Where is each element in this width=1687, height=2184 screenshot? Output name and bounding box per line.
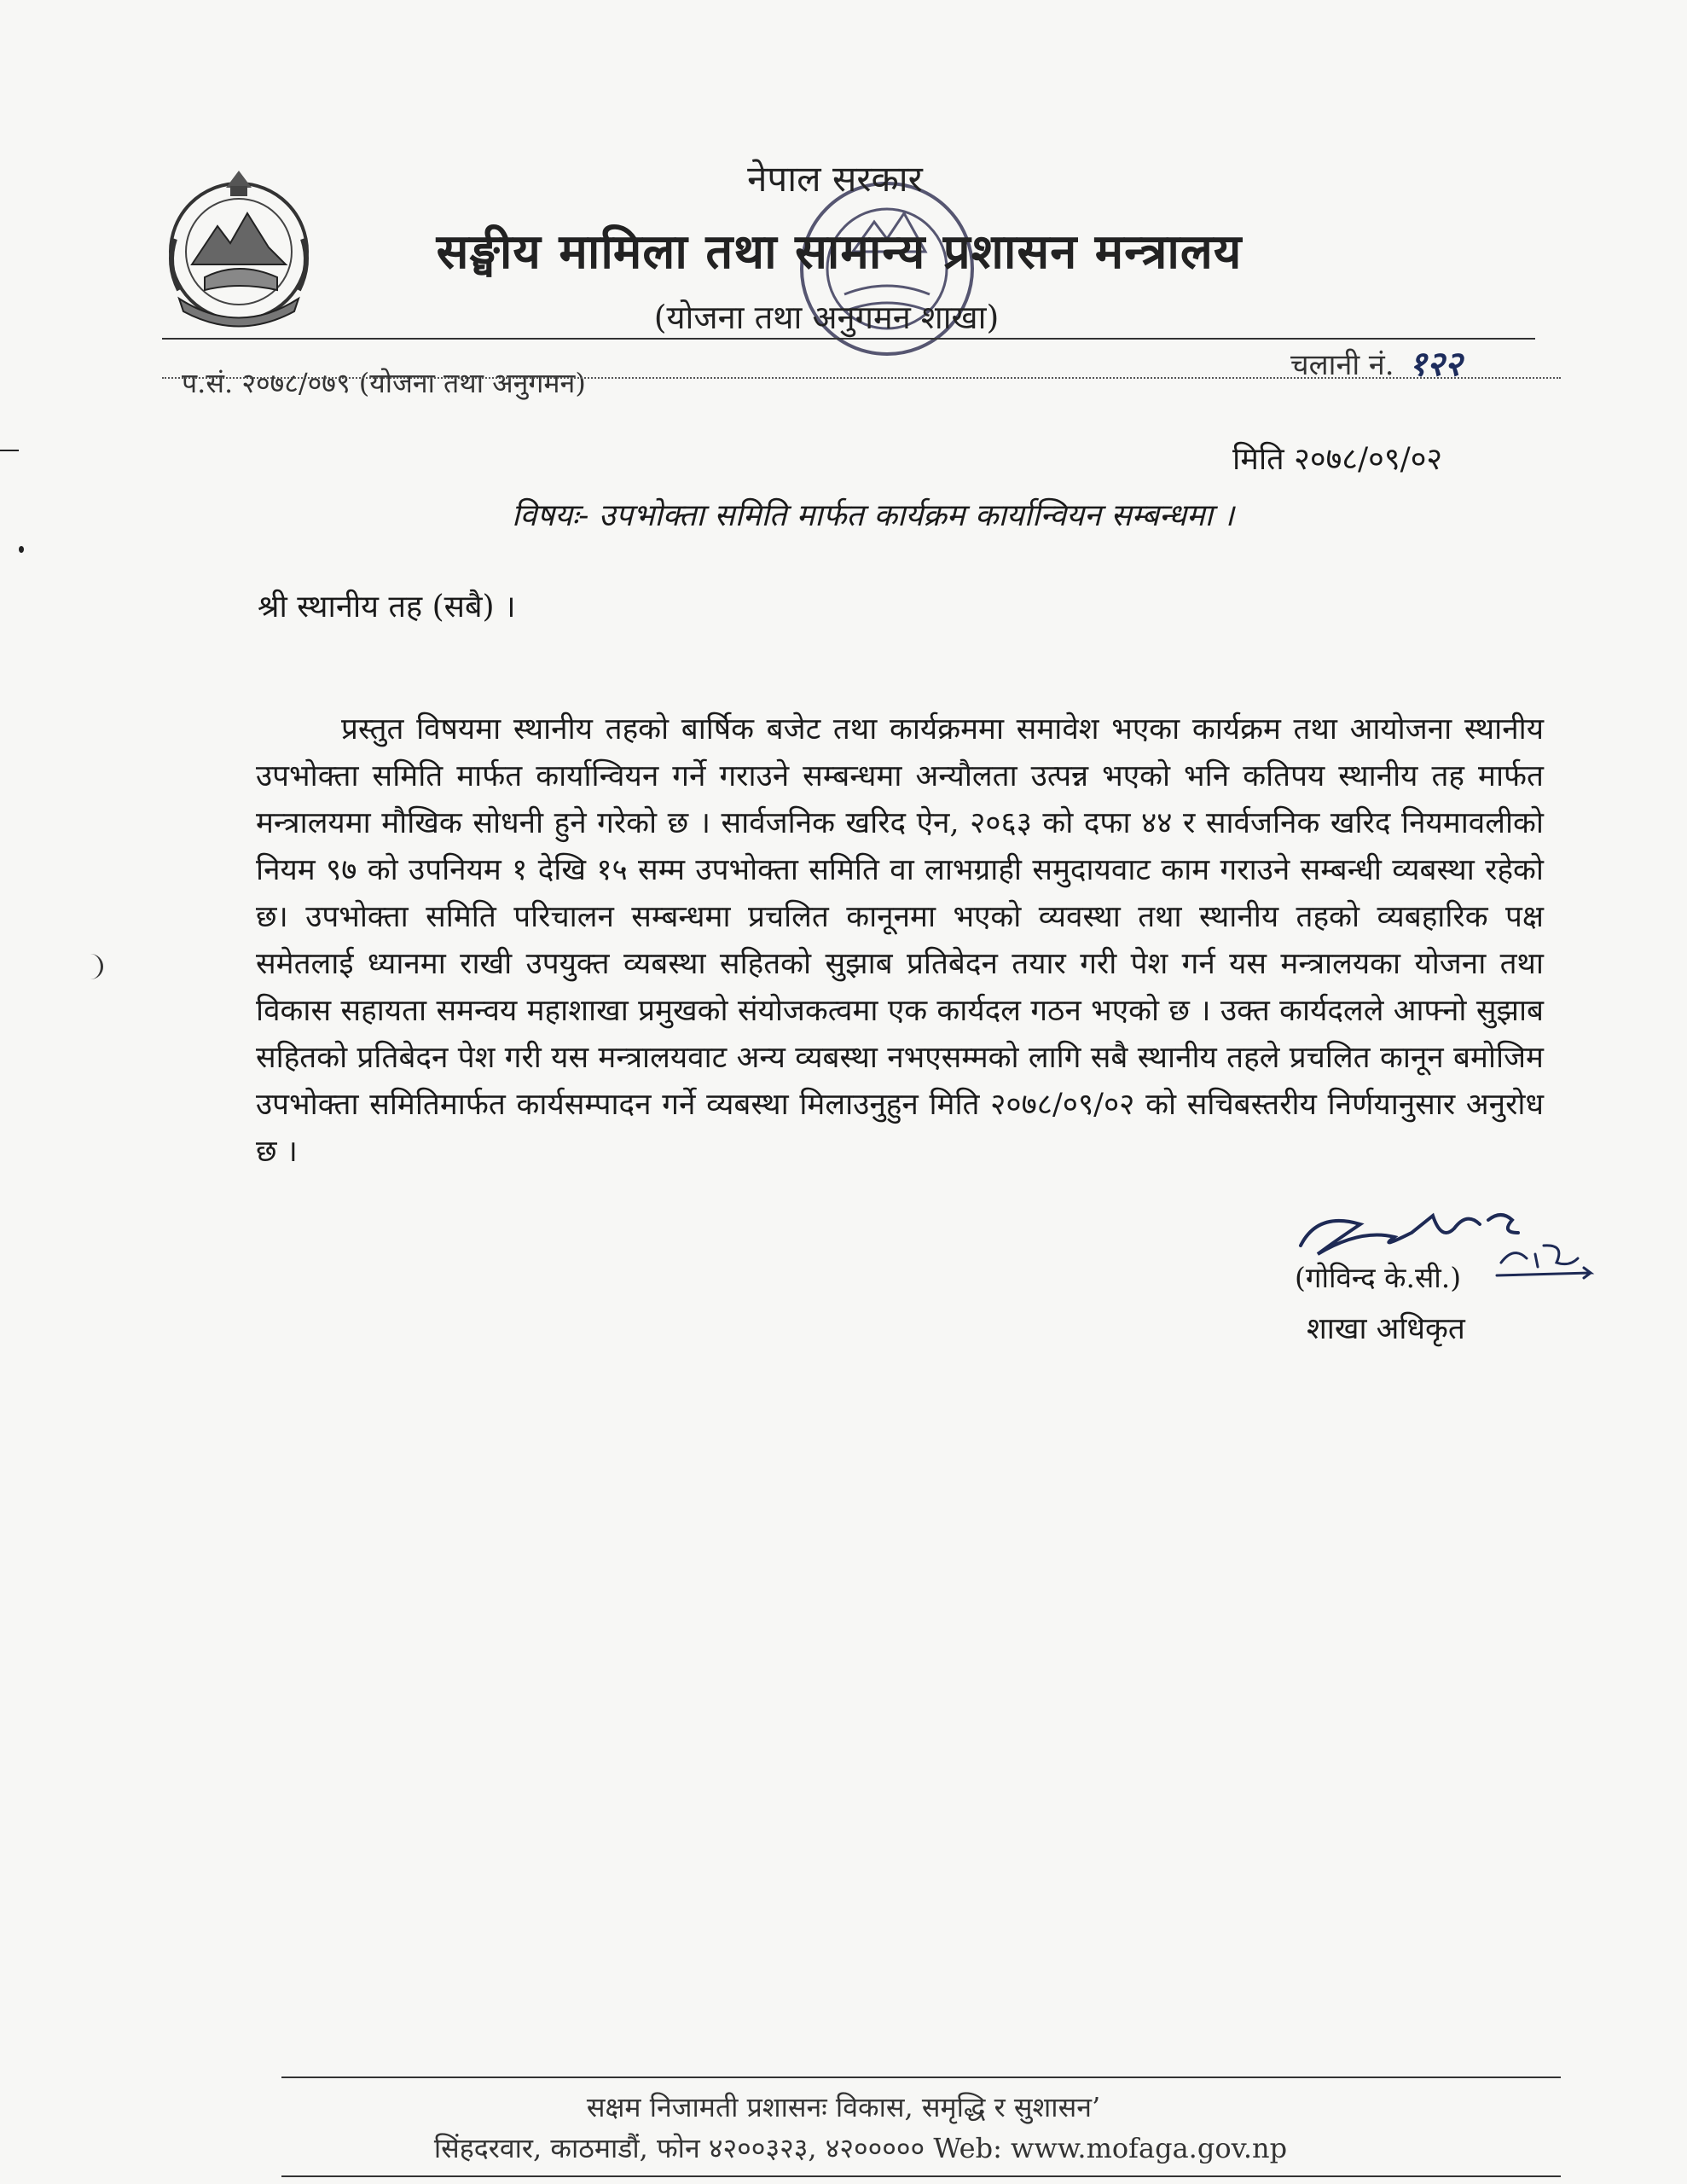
- footer-divider-bottom: [281, 2175, 1561, 2177]
- footer-motto: सक्षम निजामती प्रशासनः विकास, समृद्धि र सुशासन’: [586, 2091, 1101, 2123]
- signatory-name: (गोविन्द के.सी.): [1295, 1261, 1462, 1294]
- addressee: श्री स्थानीय तह (सबै) ।: [258, 590, 516, 624]
- signatory-title: शाखा अधिकृत: [1307, 1312, 1465, 1346]
- margin-mark: [0, 450, 19, 451]
- branch-name: (योजना तथा अनुगमन शाखा): [653, 299, 1000, 336]
- letter-subject: विषयः- उपभोक्ता समिति मार्फत कार्यक्रम कार्यान्वियन सम्बन्धमा ।: [512, 498, 1235, 533]
- header-divider: [162, 338, 1535, 340]
- reference-number: प.सं. २०७८/०७९ (योजना तथा अनुगमन): [182, 367, 586, 399]
- margin-mark: [19, 546, 24, 553]
- footer-address: सिंहदरवार, काठमाडौं, फोन ४२००३२३, ४२००००० Web: www.mofaga.gov.np: [433, 2132, 1288, 2164]
- government-name: नेपाल सरकार: [747, 158, 923, 200]
- footer-divider-top: [281, 2077, 1561, 2078]
- dispatch-label: चलानी नं.: [1290, 348, 1394, 382]
- ministry-name: सङ्घीय मामिला तथा सामान्य प्रशासन मन्त्रालय: [436, 224, 1243, 280]
- reference-divider: [162, 377, 1561, 379]
- letter-body: प्रस्तुत विषयमा स्थानीय तहको बार्षिक बजेट तथा कार्यक्रममा समावेश भएका कार्यक्रम तथा आयोजना स्थानीय उपभोक्ता समिति मार्फत कार्यान्वियन गर्ने गराउने सम्बन्धमा अन्यौलता उत्पन्न भएको भनि कतिपय स्थानीय तह मार्फत मन्त्रालयमा मौखिक सोधनी हुने गरेको छ । सार्वजनिक खरिद ऐन, २०६३ को दफा ४४ र सार्वजनिक खरिद नियमावलीको नियम ९७ को उपनियम १ देखि १५ सम्म उपभोक्ता समिति वा लाभग्राही समुदायवाट काम गराउने सम्बन्धी व्यबस्था रहेको छ। उपभोक्ता समिति परिचालन सम्बन्धमा प्रचलित कानूनमा भएको व्यवस्था तथा स्थानीय तहको व्यबहारिक पक्ष समेतलाई ध्यानमा राखी उपयुक्त व्यबस्था सहितको सुझाब प्रतिबेदन तयार गरी पेश गर्न यस मन्त्रालयका योजना तथा विकास सहायता समन्वय महाशाखा प्रमुखको संयोजकत्वमा एक कार्यदल गठन भएको छ । उक्त कार्यदलले आफ्नो सुझाब सहितको प्रतिबेदन पेश गरी यस मन्त्रालयवाट अन्य व्यबस्था नभएसम्मको लागि सबै स्थानीय तहले प्रचलित कानून बमोजिम उपभोक्ता समितिमार्फत कार्यसम्पादन गर्ने व्यबस्था मिलाउनुहुन मिति २०७८/०९/०२ को सचिबस्तरीय निर्णयानुसार अनुरोध छ ।: [256, 712, 1544, 1169]
- margin-mark: [84, 954, 103, 979]
- dispatch-number: १२२: [1409, 344, 1463, 384]
- letter-date: मिति २०७८/०९/०२: [1232, 442, 1443, 477]
